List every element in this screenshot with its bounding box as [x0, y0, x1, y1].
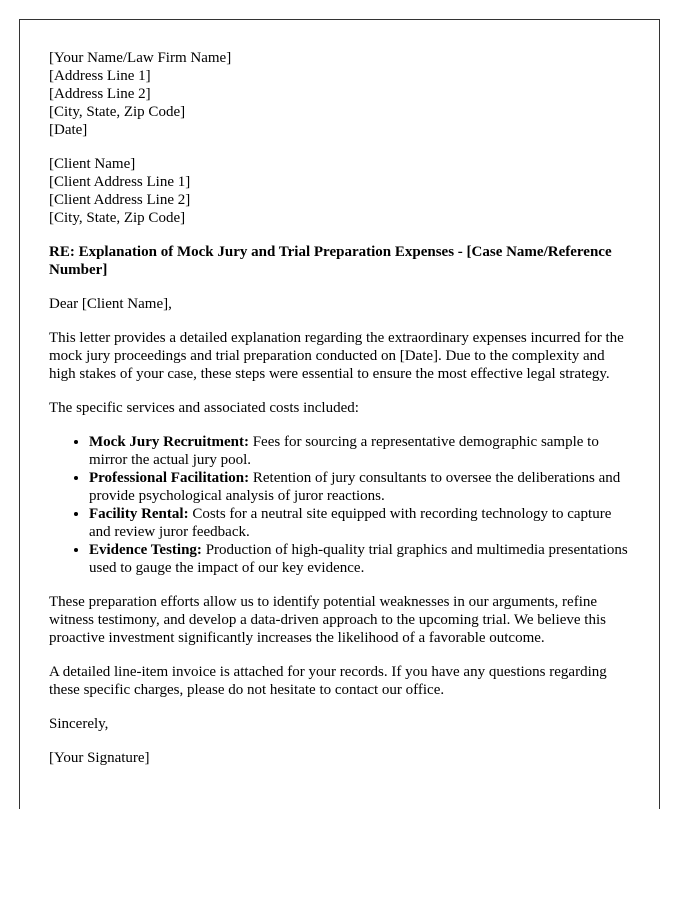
letter-date: [Date] [49, 122, 88, 138]
service-description: Fees for sourcing a representative demographic sample to mirror the actual jury pool. [89, 434, 599, 468]
closing: Sincerely, [49, 716, 109, 732]
subject-line: RE: Explanation of Mock Jury and Trial Preparation Expenses - [Case Name/Reference Number] [49, 244, 612, 278]
list-item [89, 469, 631, 505]
letter-page [19, 19, 660, 809]
service-description: Production of high-quality trial graphics and multimedia presentations used to gauge the impact of our key evidence. [89, 542, 628, 576]
service-title: Facility Rental: [89, 506, 189, 522]
recipient-address-block [49, 155, 631, 227]
sender-address-block [49, 49, 631, 139]
service-title: Professional Facilitation: [89, 470, 250, 486]
sender-city-state-zip: [City, State, Zip Code] [49, 104, 186, 120]
recipient-city-state-zip: [City, State, Zip Code] [49, 210, 186, 226]
sender-address-line-2: [Address Line 2] [49, 86, 151, 102]
service-description: Retention of jury consultants to oversee the deliberations and provide psychological analysis of juror reactions. [89, 470, 621, 504]
recipient-address-line-2: [Client Address Line 2] [49, 192, 191, 208]
list-item [89, 433, 631, 469]
body-paragraph-3: A detailed line-item invoice is attached for your records. If you have any questions regarding these specific charges, please do not hesitate to contact our office. [49, 664, 607, 698]
intro-paragraph: This letter provides a detailed explanation regarding the extraordinary expenses incurred for the mock jury proceedings and trial preparation conducted on [Date]. Due to the complexity and high stakes of your case, these steps were essential to ensure the most effective legal strategy. [49, 330, 624, 382]
recipient-address-line-1: [Client Address Line 1] [49, 174, 191, 190]
service-title: Evidence Testing: [89, 542, 202, 558]
list-item [89, 505, 631, 541]
sender-name: [Your Name/Law Firm Name] [49, 50, 232, 66]
services-list [49, 433, 631, 577]
sender-address-line-1: [Address Line 1] [49, 68, 151, 84]
body-paragraph-2: These preparation efforts allow us to identify potential weaknesses in our arguments, refine witness testimony, and develop a data-driven approach to the upcoming trial. We believe this proactive investment significantly increases the likelihood of a favorable outcome. [49, 594, 606, 646]
list-item [89, 541, 631, 577]
service-description: Costs for a neutral site equipped with recording technology to capture and review juror feedback. [89, 506, 612, 540]
signature: [Your Signature] [49, 750, 150, 766]
salutation: Dear [Client Name], [49, 296, 172, 312]
services-intro: The specific services and associated costs included: [49, 400, 359, 416]
recipient-name: [Client Name] [49, 156, 136, 172]
service-title: Mock Jury Recruitment: [89, 434, 249, 450]
